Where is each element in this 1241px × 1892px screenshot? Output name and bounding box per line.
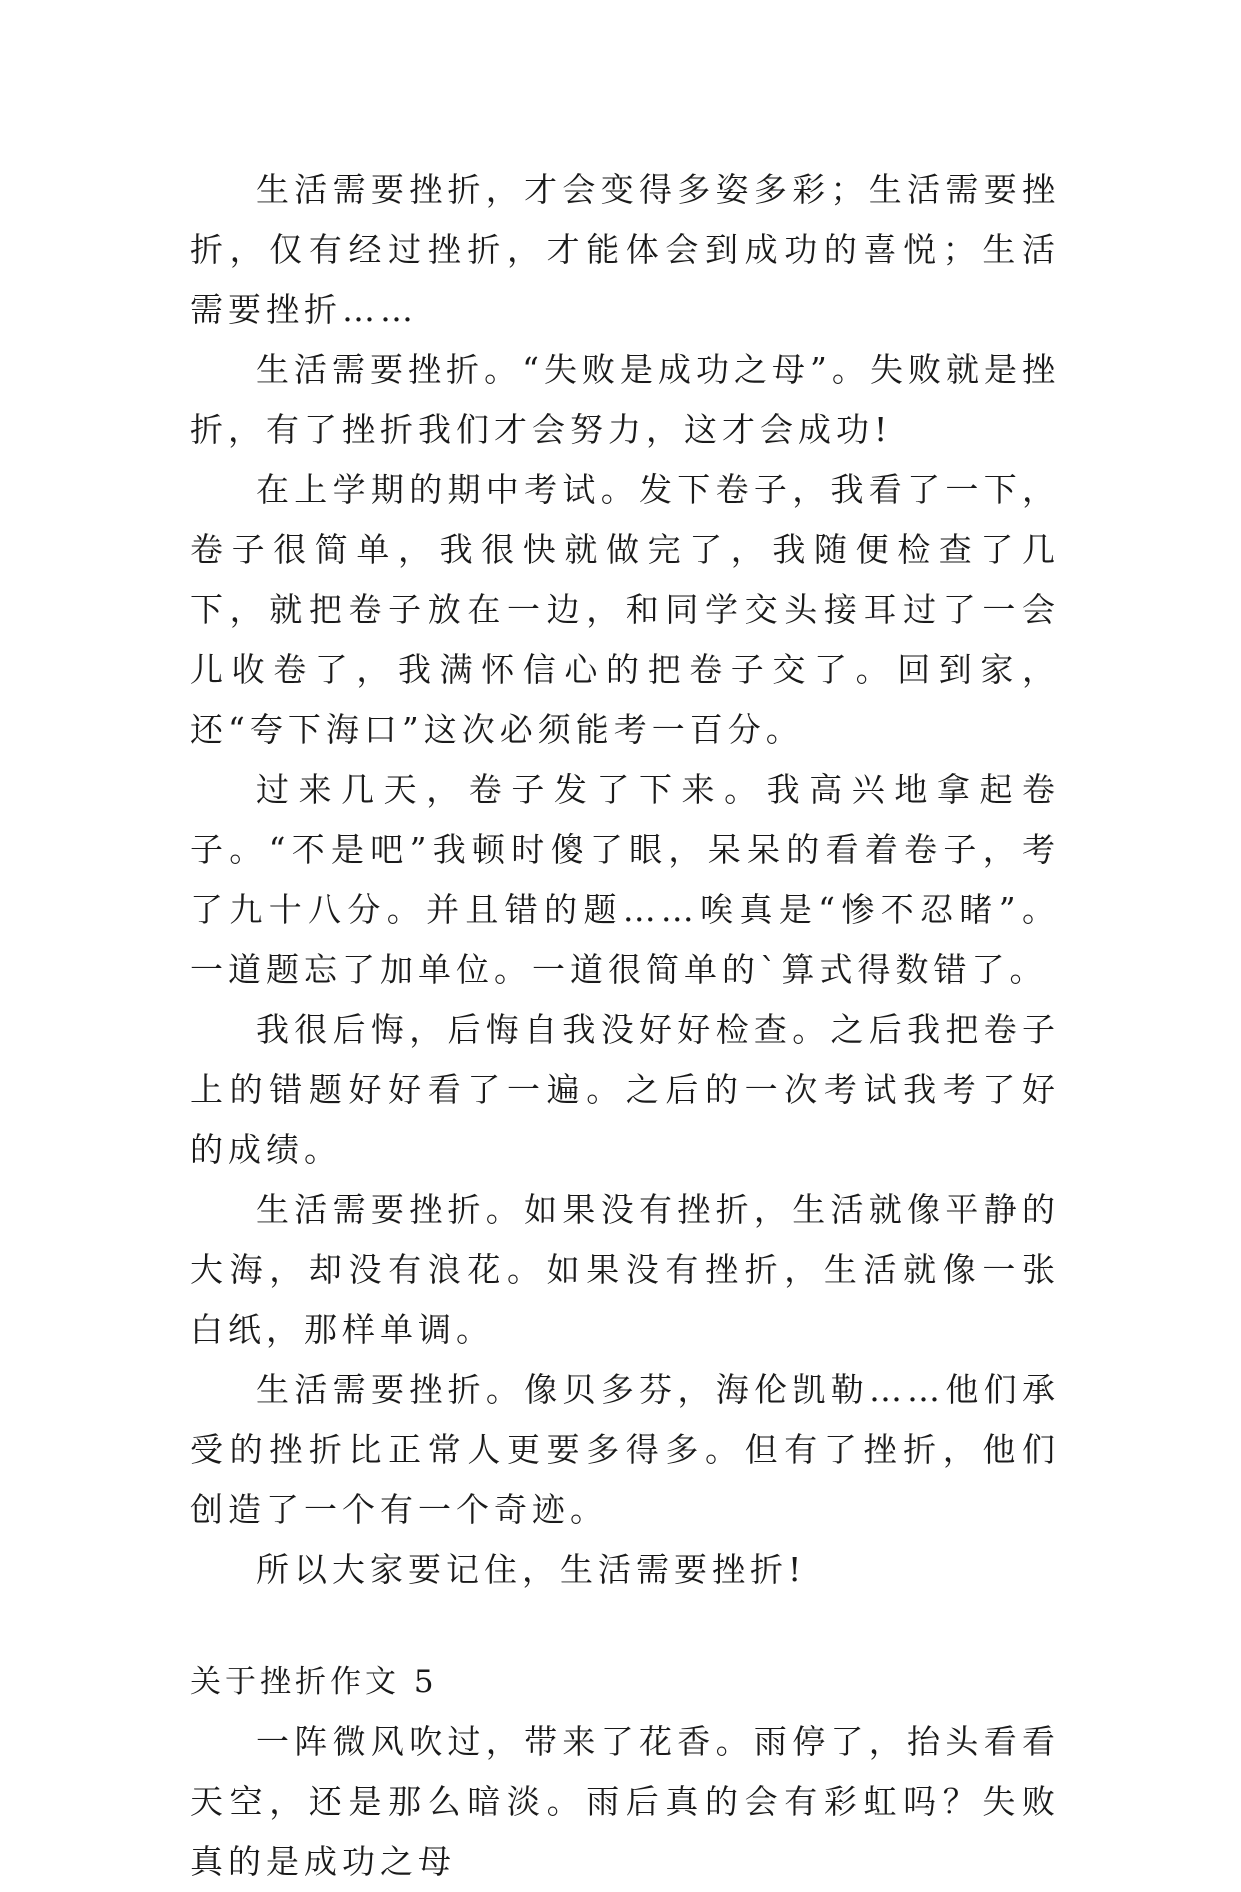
paragraph: 生活需要挫折。像贝多芬，海伦凯勒……他们承受的挫折比正常人更要多得多。但有了挫折，他们创造了一个有一个奇迹。 [190,1370,1060,1529]
paragraph: 过来几天，卷子发了下来。我高兴地拿起卷子。“不是吧”我顿时傻了眼，呆呆的看着卷子，考了九十八分。并且错的题……唉真是“惨不忍睹”。一道题忘了加单位。一道很简单的`算式得数错了。 [190,770,1060,989]
paragraph: 生活需要挫折，才会变得多姿多彩；生活需要挫折，仅有经过挫折，才能体会到成功的喜悦；生活需要挫折…… [190,170,1060,329]
paragraph: 生活需要挫折。“失败是成功之母”。失败就是挫折，有了挫折我们才会努力，这才会成功! [190,350,1060,449]
paragraph: 所以大家要记住，生活需要挫折! [256,1550,807,1589]
paragraph: 我很后悔，后悔自我没好好检查。之后我把卷子上的错题好好看了一遍。之后的一次考试我考了好的成绩。 [190,1010,1060,1169]
document-body [190,160,1060,1892]
paragraph: 生活需要挫折。如果没有挫折，生活就像平静的大海，却没有浪花。如果没有挫折，生活就像一张白纸，那样单调。 [190,1190,1060,1349]
paragraph: 在上学期的期中考试。发下卷子，我看了一下，卷子很简单，我很快就做完了，我随便检查了几下，就把卷子放在一边，和同学交头接耳过了一会儿收卷了，我满怀信心的把卷子交了。回到家，还“夸下海口”这次必须能考一百分。 [190,470,1060,749]
section-heading: 关于挫折作文 5 [190,1664,438,1700]
paragraph: 一阵微风吹过，带来了花香。雨停了，抬头看看天空，还是那么暗淡。雨后真的会有彩虹吗？失败真的是成功之母 [190,1722,1060,1881]
